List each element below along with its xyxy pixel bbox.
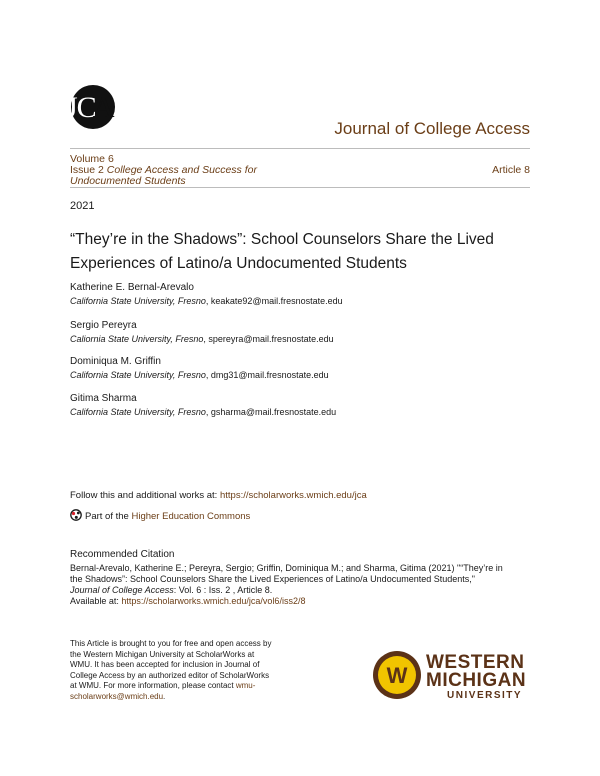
- follow-line: Follow this and additional works at: https://scholarworks.wmich.edu/jca: [70, 490, 367, 501]
- volume-link[interactable]: Volume 6: [70, 153, 114, 165]
- author-affiliation: California State University, Fresno, keakate92@mail.fresnostate.edu: [70, 296, 343, 306]
- issue-link[interactable]: Issue 2 College Access and Success for: [70, 164, 257, 176]
- article-title: “They’re in the Shadows”: School Counselors Share the Lived Experiences of Latino/a Undocumented Students: [70, 231, 494, 272]
- author-affiliation: California State University, Fresno, gsharma@mail.fresnostate.edu: [70, 407, 337, 417]
- citation-heading: Recommended Citation: [70, 549, 175, 560]
- commons-line: Part of the Higher Education Commons: [70, 509, 250, 522]
- author-name: Dominiqua M. Griffin: [70, 356, 161, 367]
- journal-title[interactable]: Journal of College Access: [334, 119, 530, 138]
- wmu-emblem: [372, 650, 422, 705]
- divider-bottom: [70, 187, 530, 188]
- wmu-emblem-letter: W: [386, 663, 408, 688]
- contact-link[interactable]: scholarworks@wmich.edu: [70, 691, 164, 701]
- open-access-notice: This Article is brought to you for free and open access by the Western Michigan University at ScholarWorks at WMU. It has been accepted for inclusion in Journal of College Access by an authorized editor of ScholarWorks at WMU. For more information, please contact wmu- scholarworks@wmich.edu.: [70, 639, 272, 701]
- author-name: Gitima Sharma: [70, 393, 137, 404]
- follow-link[interactable]: https://scholarworks.wmich.edu/jca: [219, 490, 367, 501]
- publication-year: 2021: [70, 200, 95, 212]
- commons-link[interactable]: Higher Education Commons: [131, 511, 251, 522]
- journal-logo: JCA: [66, 91, 114, 124]
- issue-title-line2[interactable]: Undocumented Students: [70, 175, 186, 187]
- author-affiliation: California State University, Fresno, dmg31@mail.fresnostate.edu: [70, 370, 329, 380]
- author-name: Sergio Pereyra: [70, 320, 137, 331]
- citation-text: Bernal-Arevalo, Katherine E.; Pereyra, Sergio; Griffin, Dominiqua M.; and Sharma, Gitima (2021) "“They’re in the Shadows”: School Counselors Share the Lived Experiences of Latino/a Undocumented Students," Journal of College Access: Vol. 6 : Iss. 2 , Article 8. Available at: https://scholarworks.wmich.edu/jca/vol6/iss2/8: [70, 563, 503, 606]
- issue-info: [70, 154, 257, 187]
- article-number[interactable]: Article 8: [492, 164, 530, 176]
- citation-link[interactable]: https://scholarworks.wmich.edu/jca/vol6/iss2/8: [121, 596, 306, 606]
- author-affiliation: Caliornia State University, Fresno, spereyra@mail.fresnostate.edu: [70, 334, 334, 344]
- divider-top: [70, 148, 530, 149]
- author-name: Katherine E. Bernal-Arevalo: [70, 282, 194, 293]
- commons-network-icon: [70, 509, 82, 521]
- wmu-wordmark: WESTERN MICHIGAN UNIVERSITY: [426, 652, 527, 701]
- contact-link[interactable]: wmu-: [235, 681, 256, 690]
